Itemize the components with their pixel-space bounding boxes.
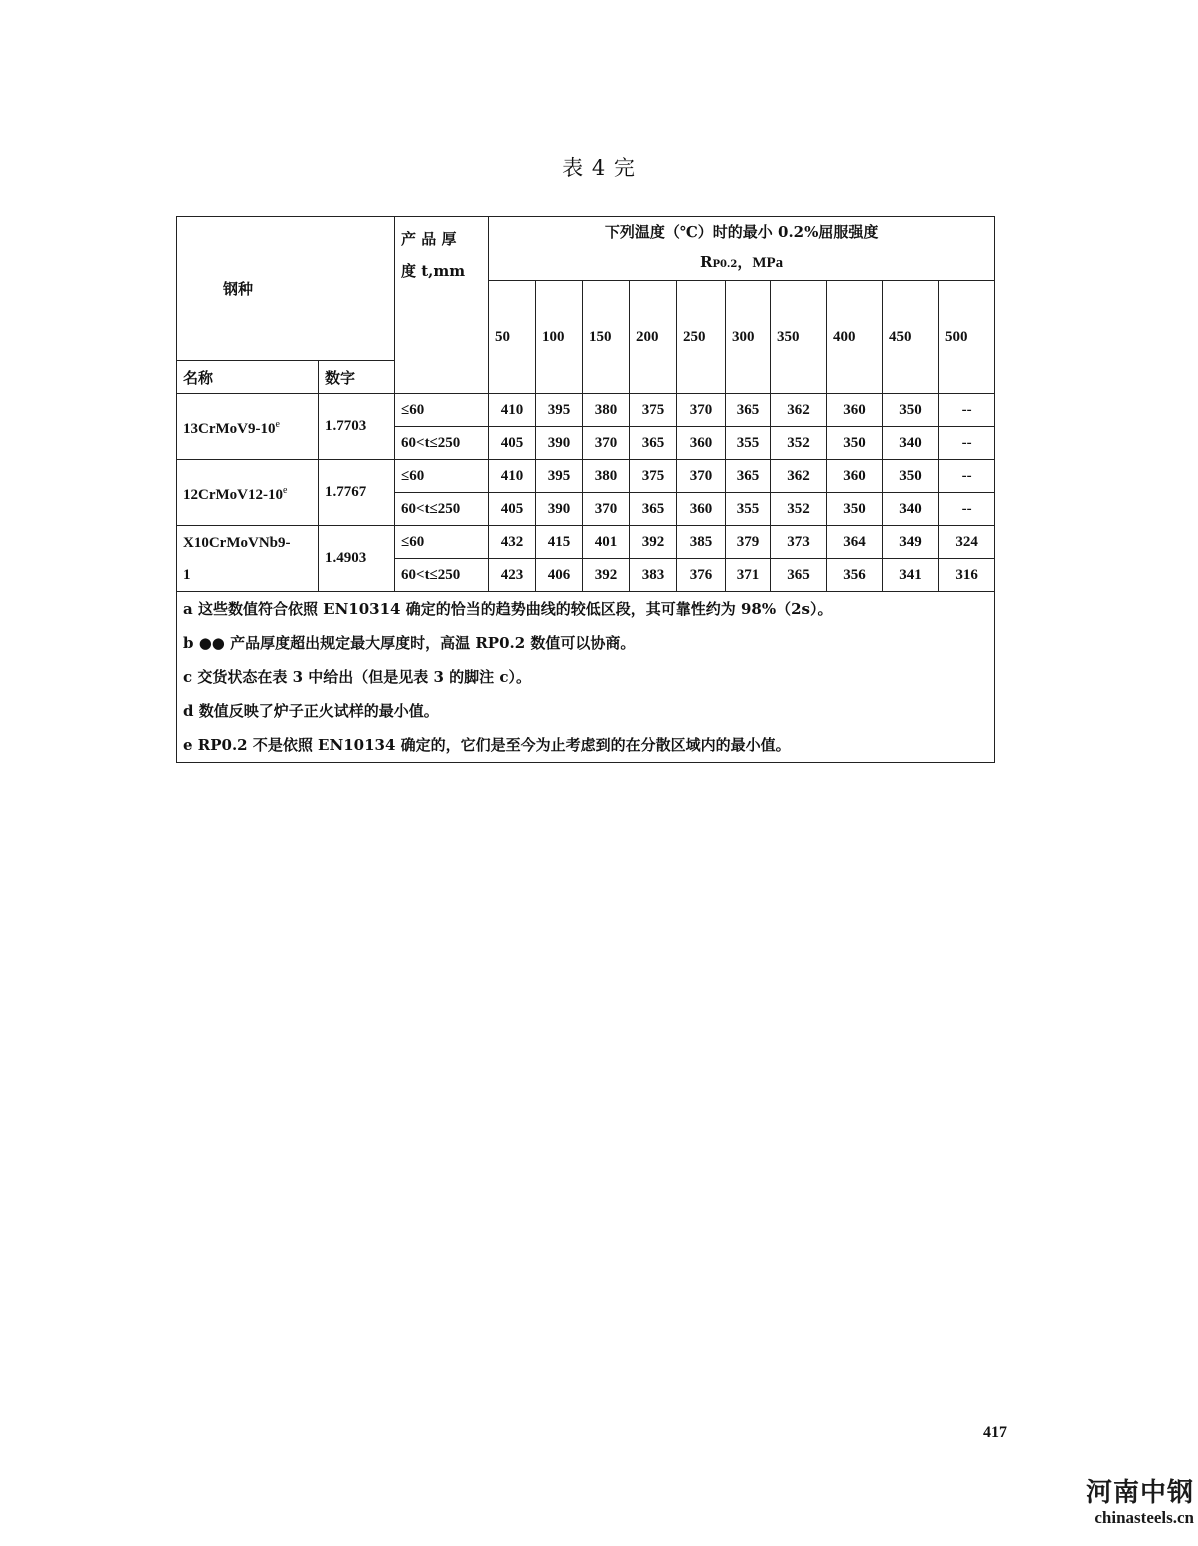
footnote-line: b ●● 产品厚度超出规定最大厚度时，高温 RP0.2 数值可以协商。 — [183, 634, 636, 652]
yield-value-cell: 383 — [630, 559, 677, 592]
temperature-title: 下列温度（℃）时的最小 0.2%屈服强度 — [604, 223, 879, 241]
steel-grade-name: 12CrMoV12-10e — [177, 460, 319, 526]
footnote-line: c 交货状态在表 3 中给出（但是见表 3 的脚注 c）。 — [183, 668, 531, 686]
yield-value-cell: 349 — [883, 526, 939, 559]
yield-value-cell: 415 — [536, 526, 583, 559]
yield-value-cell: 432 — [489, 526, 536, 559]
yield-value-cell: -- — [939, 427, 995, 460]
logo-url-text: chinasteels.cn — [1094, 1508, 1194, 1527]
yield-value-cell: 370 — [677, 394, 726, 427]
rp-label: RP0.2，MPa — [699, 253, 784, 271]
table-footnotes — [177, 592, 995, 763]
yield-value-cell: 392 — [583, 559, 630, 592]
yield-value-cell: 350 — [883, 460, 939, 493]
steel-number: 1.7703 — [319, 394, 395, 460]
yield-value-cell: 375 — [630, 460, 677, 493]
yield-value-cell: 410 — [489, 394, 536, 427]
yield-value-cell: 365 — [630, 427, 677, 460]
yield-value-cell: 355 — [726, 493, 771, 526]
temperature-column-header: 300 — [726, 281, 771, 394]
yield-value-cell: 375 — [630, 394, 677, 427]
yield-value-cell: -- — [939, 460, 995, 493]
yield-value-cell: 350 — [883, 394, 939, 427]
yield-value-cell: 370 — [583, 427, 630, 460]
yield-value-cell: 352 — [771, 427, 827, 460]
yield-value-cell: 385 — [677, 526, 726, 559]
yield-value-cell: 405 — [489, 493, 536, 526]
grade-header: 钢种 — [177, 217, 395, 361]
temperature-column-header: 150 — [583, 281, 630, 394]
yield-value-cell: 365 — [630, 493, 677, 526]
yield-value-cell: 341 — [883, 559, 939, 592]
page-number: 417 — [983, 1424, 1007, 1441]
yield-strength-table — [176, 216, 995, 763]
yield-value-cell: 365 — [726, 394, 771, 427]
thickness-range: ≤60 — [395, 526, 489, 559]
temperature-column-header: 500 — [939, 281, 995, 394]
yield-value-cell: 370 — [677, 460, 726, 493]
yield-value-cell: 360 — [827, 394, 883, 427]
yield-value-cell: 365 — [726, 460, 771, 493]
temperature-column-header: 400 — [827, 281, 883, 394]
thickness-range: ≤60 — [395, 394, 489, 427]
yield-value-cell: 356 — [827, 559, 883, 592]
logo-chinese-text: 河南中钢 — [1085, 1478, 1194, 1508]
steel-number: 1.4903 — [319, 526, 395, 592]
footnote-line: d 数值反映了炉子正火试样的最小值。 — [183, 702, 439, 720]
yield-value-cell: 316 — [939, 559, 995, 592]
yield-value-cell: 340 — [883, 427, 939, 460]
yield-value-cell: 423 — [489, 559, 536, 592]
steel-grade-name: 13CrMoV9-10e — [177, 394, 319, 460]
yield-value-cell: 371 — [726, 559, 771, 592]
yield-value-cell: 364 — [827, 526, 883, 559]
yield-value-cell: 373 — [771, 526, 827, 559]
yield-value-cell: 360 — [677, 493, 726, 526]
steel-number: 1.7767 — [319, 460, 395, 526]
thickness-range: 60<t≤250 — [395, 559, 489, 592]
table-caption: 表 4 完 — [562, 156, 636, 180]
name-header: 名称 — [177, 361, 319, 394]
yield-value-cell: 360 — [677, 427, 726, 460]
temperature-column-header: 200 — [630, 281, 677, 394]
yield-value-cell: 350 — [827, 493, 883, 526]
temperature-header — [489, 217, 995, 281]
yield-value-cell: -- — [939, 493, 995, 526]
yield-value-cell: 395 — [536, 394, 583, 427]
temperature-column-header: 450 — [883, 281, 939, 394]
temperature-column-header: 100 — [536, 281, 583, 394]
yield-value-cell: 401 — [583, 526, 630, 559]
yield-value-cell: 365 — [771, 559, 827, 592]
site-logo — [1082, 1478, 1194, 1528]
yield-value-cell: 379 — [726, 526, 771, 559]
yield-value-cell: 376 — [677, 559, 726, 592]
yield-value-cell: 362 — [771, 460, 827, 493]
table-row — [177, 394, 995, 427]
yield-value-cell: 340 — [883, 493, 939, 526]
yield-value-cell: 370 — [583, 493, 630, 526]
yield-value-cell: 324 — [939, 526, 995, 559]
temperature-column-header: 250 — [677, 281, 726, 394]
yield-value-cell: 360 — [827, 460, 883, 493]
steel-grade-name: X10CrMoVNb9- 1 — [177, 526, 319, 592]
yield-value-cell: 410 — [489, 460, 536, 493]
table-row — [177, 526, 995, 559]
thickness-range: 60<t≤250 — [395, 427, 489, 460]
yield-value-cell: 362 — [771, 394, 827, 427]
yield-value-cell: 390 — [536, 493, 583, 526]
yield-value-cell: 352 — [771, 493, 827, 526]
number-header: 数字 — [319, 361, 395, 394]
yield-value-cell: 350 — [827, 427, 883, 460]
thickness-header-line1: 产 品 厚 — [401, 230, 457, 248]
thickness-range: ≤60 — [395, 460, 489, 493]
yield-value-cell: 380 — [583, 460, 630, 493]
yield-value-cell: 395 — [536, 460, 583, 493]
yield-value-cell: 380 — [583, 394, 630, 427]
footnote-line: e RP0.2 不是依照 EN10134 确定的，它们是至今为止考虑到的在分散区域内的最小值。 — [183, 736, 791, 754]
temperature-column-header: 350 — [771, 281, 827, 394]
yield-value-cell: -- — [939, 394, 995, 427]
yield-value-cell: 355 — [726, 427, 771, 460]
thickness-header — [395, 217, 489, 394]
footnote-line: a 这些数值符合依照 EN10314 确定的恰当的趋势曲线的较低区段，其可靠性约为 98%（2s）。 — [183, 600, 833, 618]
table-row — [177, 460, 995, 493]
temperature-column-header: 50 — [489, 281, 536, 394]
thickness-range: 60<t≤250 — [395, 493, 489, 526]
yield-value-cell: 406 — [536, 559, 583, 592]
yield-value-cell: 392 — [630, 526, 677, 559]
thickness-header-line2: 度 t,mm — [401, 262, 466, 280]
yield-value-cell: 405 — [489, 427, 536, 460]
yield-value-cell: 390 — [536, 427, 583, 460]
